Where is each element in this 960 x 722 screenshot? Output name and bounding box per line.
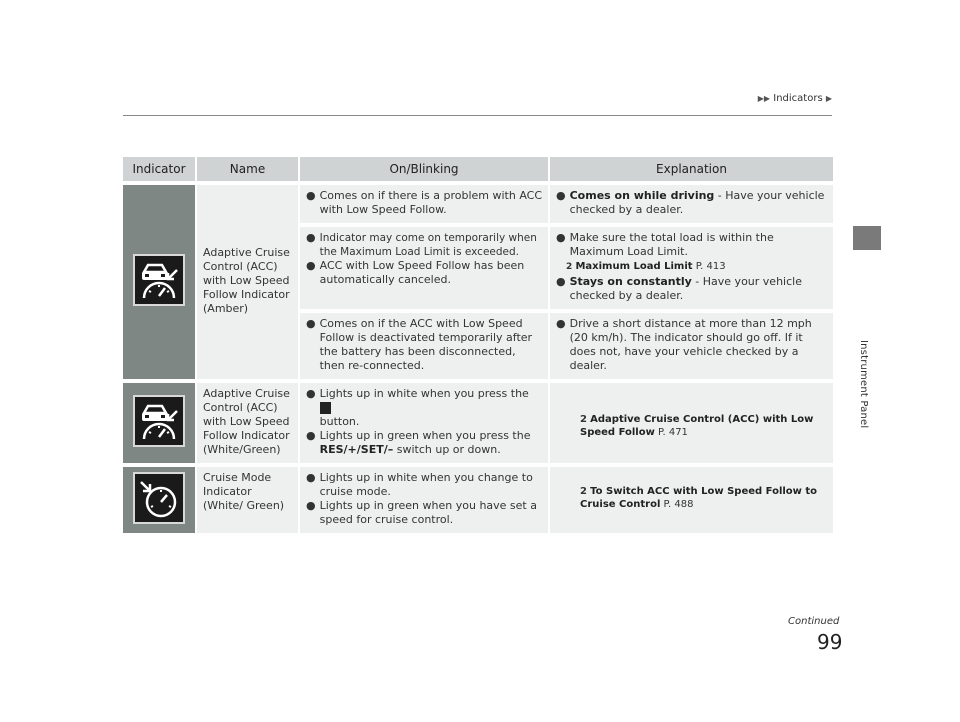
explanation-cell [550, 463, 833, 533]
column-header-explanation: Explanation [550, 157, 833, 181]
reference-title: Adaptive Cruise Control (ACC) with Low Speed Follow [580, 414, 814, 438]
explanation-text: Drive a short distance at more than 12 mph (20 km/h). The indicator should go off. If it does not, have your vehicle checked by a dealer. [569, 317, 812, 372]
on-blinking-text: Lights up in green when you press the [319, 429, 531, 442]
bullet-icon: ● [306, 387, 316, 400]
bullet-icon: ● [306, 189, 316, 202]
indicator-table [123, 157, 833, 533]
explanation-text: - Have your vehicle checked by a dealer. [569, 189, 825, 216]
breadcrumb [758, 93, 832, 104]
section-tab-marker [853, 226, 881, 250]
on-blinking-text: Lights up in white when you press the [319, 387, 529, 400]
breadcrumb-arrows-icon: ▶▶ [757, 94, 771, 103]
explanation-cell [550, 223, 833, 309]
bullet-icon: ● [556, 189, 566, 202]
bullet-icon: ● [306, 231, 316, 244]
cross-reference-link[interactable] [566, 260, 827, 274]
breadcrumb-arrow-icon: ▶ [825, 94, 832, 103]
condition-label: Comes on while driving [569, 189, 715, 202]
page-number: 99 [817, 630, 843, 654]
bullet-icon: ● [556, 231, 566, 244]
on-blinking-text: Comes on if the ACC with Low Speed Follow is deactivated temporarily after the battery has been disconnected, then re-connected. [319, 317, 533, 372]
reference-page: P. 413 [692, 261, 726, 272]
cruise-mode-icon [133, 472, 185, 524]
explanation-cell [550, 379, 833, 463]
indicator-icon-cell [123, 181, 197, 379]
acc-low-speed-follow-icon [133, 254, 185, 306]
header-divider [123, 115, 832, 116]
on-blinking-cell [300, 379, 550, 463]
bullet-icon: ● [306, 499, 316, 512]
reference-page: P. 488 [660, 499, 694, 510]
indicator-icon-cell [123, 379, 197, 463]
explanation-text: Make sure the total load is within the Maximum Load Limit. [569, 231, 774, 258]
bullet-icon: ● [556, 275, 566, 288]
explanation-text: - Have your vehicle checked by a dealer. [569, 275, 802, 302]
on-blinking-text: Indicator may come on temporarily when the Maximum Load Limit is exceeded. [319, 232, 537, 258]
continued-label: Continued [788, 616, 840, 627]
column-header-on-blinking: On/Blinking [300, 157, 550, 181]
column-header-indicator: Indicator [123, 157, 197, 181]
on-blinking-cell [300, 181, 550, 223]
on-blinking-cell [300, 223, 550, 309]
table-row [123, 181, 833, 223]
cross-reference-link[interactable] [556, 485, 827, 511]
bullet-icon: ● [306, 471, 316, 484]
on-blinking-text: switch up or down. [393, 443, 501, 456]
explanation-cell [550, 309, 833, 379]
on-blinking-text: Lights up in white when you change to cruise mode. [319, 471, 533, 498]
section-side-label: Instrument Panel [858, 340, 869, 429]
on-blinking-cell [300, 463, 550, 533]
on-blinking-text: ACC with Low Speed Follow has been automatically canceled. [319, 259, 525, 286]
reference-arrow-icon: 2 [566, 262, 573, 272]
column-header-name: Name [197, 157, 300, 181]
bullet-icon: ● [556, 317, 566, 330]
bullet-icon: ● [306, 429, 316, 442]
indicator-icon-cell [123, 463, 197, 533]
breadcrumb-label: Indicators [773, 93, 823, 104]
indicator-name: Cruise Mode Indicator (White/ Green) [197, 463, 300, 533]
switch-label: RES/+/SET/– [319, 443, 394, 456]
indicator-name: Adaptive Cruise Control (ACC) with Low Speed Follow Indicator (White/Green) [197, 379, 300, 463]
table-header-row [123, 157, 833, 181]
on-blinking-text: button. [319, 415, 360, 428]
on-blinking-cell [300, 309, 550, 379]
on-blinking-text: Comes on if there is a problem with ACC with Low Speed Follow. [319, 189, 543, 216]
reference-arrow-icon: 2 [580, 486, 587, 497]
condition-label: Stays on constantly [569, 275, 692, 288]
table-row [123, 463, 833, 533]
acc-low-speed-follow-icon [133, 395, 185, 447]
reference-page: P. 471 [654, 427, 688, 438]
explanation-cell [550, 181, 833, 223]
bullet-icon: ● [306, 317, 316, 330]
indicator-name: Adaptive Cruise Control (ACC) with Low Speed Follow Indicator (Amber) [197, 181, 300, 379]
table-row [123, 379, 833, 463]
reference-title: To Switch ACC with Low Speed Follow to Cruise Control [580, 486, 818, 510]
cross-reference-link[interactable] [556, 413, 827, 439]
acc-button-icon [320, 402, 331, 414]
bullet-icon: ● [306, 259, 316, 272]
reference-title: Maximum Load Limit [575, 261, 693, 272]
on-blinking-text: Lights up in green when you have set a speed for cruise control. [319, 499, 537, 526]
reference-arrow-icon: 2 [580, 414, 587, 425]
